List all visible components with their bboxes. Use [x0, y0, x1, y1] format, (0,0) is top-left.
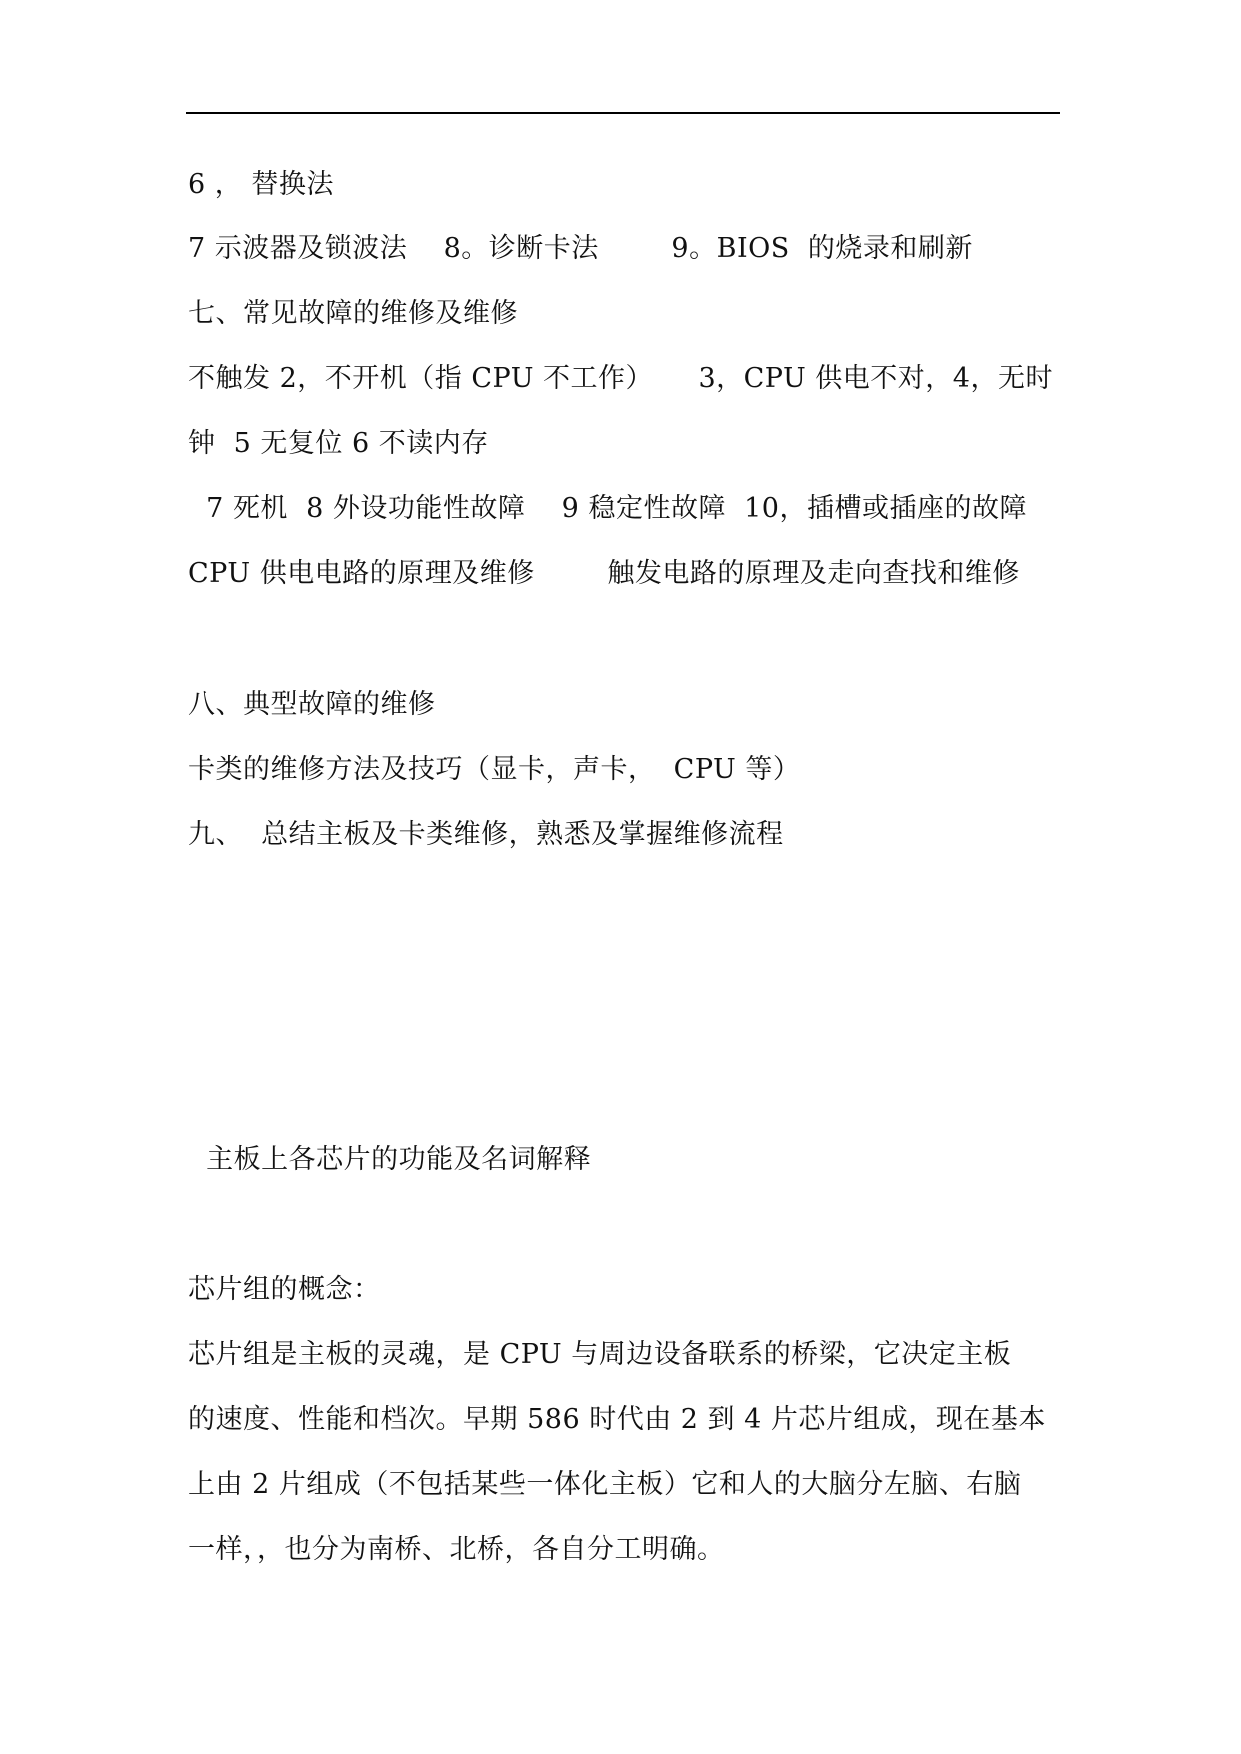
- section-heading: 七、常见故障的维修及维修: [188, 298, 518, 329]
- text-line: 7 死机 8 外设功能性故障 9 稳定性故障 10，插槽或插座的故障: [188, 493, 1027, 524]
- text-line: CPU 供电电路的原理及维修 触发电路的原理及走向查找和维修: [188, 558, 1020, 589]
- header-rule: [186, 112, 1060, 114]
- text-line: 卡类的维修方法及技巧（显卡，声卡， CPU 等）: [188, 754, 801, 785]
- paragraph-line: 上由 2 片组成（不包括某些一体化主板）它和人的大脑分左脑、右脑: [188, 1469, 1022, 1500]
- text-line: 钟 5 无复位 6 不读内存: [188, 428, 489, 459]
- text-line: 不触发 2，不开机（指 CPU 不工作） 3，CPU 供电不对，4，无时: [188, 363, 1053, 394]
- paragraph-line: 的速度、性能和档次。早期 586 时代由 2 到 4 片芯片组成，现在基本: [188, 1404, 1046, 1435]
- text-line: 7 示波器及锁波法 8。诊断卡法 9。BIOS 的烧录和刷新: [188, 233, 973, 264]
- section-heading: 九、 总结主板及卡类维修，熟悉及掌握维修流程: [188, 819, 784, 850]
- section-heading: 八、典型故障的维修: [188, 689, 436, 720]
- section-heading: 芯片组的概念：: [188, 1274, 381, 1305]
- title: 主板上各芯片的功能及名词解释: [188, 1144, 592, 1175]
- paragraph-line: 一样，，也分为南桥、北桥，各自分工明确。: [188, 1534, 725, 1565]
- text-line: 6 ， 替换法: [188, 169, 334, 200]
- paragraph-line: 芯片组是主板的灵魂，是 CPU 与周边设备联系的桥梁，它决定主板: [188, 1339, 1012, 1370]
